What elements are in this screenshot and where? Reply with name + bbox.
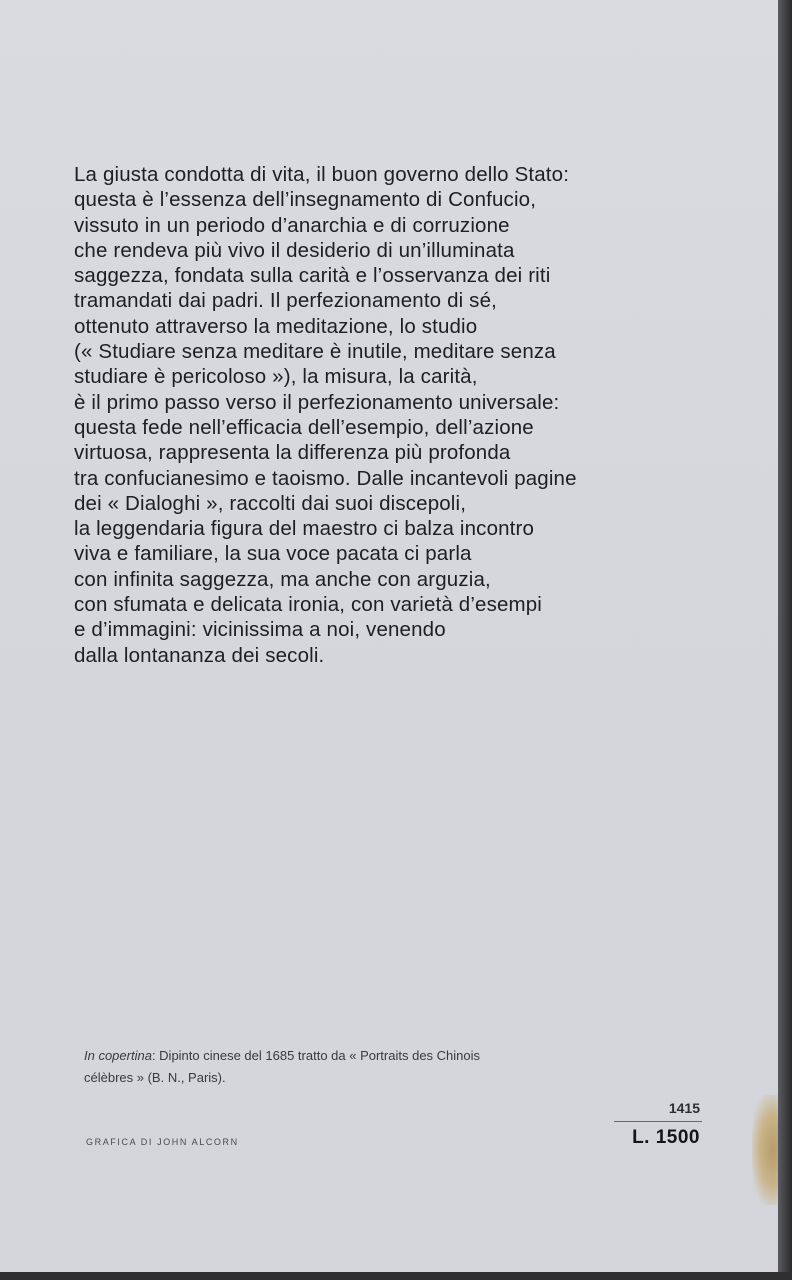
blurb-line: e d’immagini: vicinissima a noi, venendo [74,618,446,642]
blurb-line: La giusta condotta di vita, il buon governo dello Stato: [74,163,570,186]
blurb-line: dei « Dialoghi », raccolti dai suoi discepoli, [74,491,467,515]
blurb-line: questa fede nell’efficacia dell’esempio, dell’azione [74,415,534,439]
blurb-line: questa è l’essenza dell’insegnamento di Confucio, [74,188,537,212]
blurb-line: virtuosa, rappresenta la differenza più profonda [74,441,511,465]
caption-line-1 [84,1045,704,1067]
blurb-line: con sfumata e delicata ironia, con varietà d’esempi [74,593,543,617]
blurb-line: con infinita saggezza, ma anche con arguzia, [74,567,491,591]
blurb-line: è il primo passo verso il perfezionamento universale: [74,390,560,414]
blurb-text [74,162,714,668]
cover-caption [84,1045,704,1089]
blurb-line: studiare è pericoloso »), la misura, la carità, [74,365,478,389]
caption-lead: In copertina [84,1048,152,1063]
blurb-line: tramandati dai padri. Il perfezionamento di sé, [74,289,497,313]
caption-text: : Dipinto cinese del 1685 tratto da « Portraits des Chinois [151,1048,481,1063]
blurb-line: tra confucianesimo e taoismo. Dalle incantevoli pagine [74,466,577,490]
blurb-line: che rendeva più vivo il desiderio di un’illuminata [74,238,515,262]
price: L. 1500 [632,1127,700,1148]
bottom-shadow [0,1272,792,1280]
blurb-line: (« Studiare senza meditare è inutile, meditare senza [74,340,556,364]
edge-shadow [778,0,792,1280]
blurb-line: saggezza, fondata sulla carità e l’osservanza dei riti [74,264,551,288]
price-divider [614,1121,702,1122]
blurb-line: dalla lontananza dei secoli. [74,643,325,667]
blurb-line: ottenuto attraverso la meditazione, lo studio [74,314,478,338]
blurb-line: vissuto in un periodo d’anarchia e di corruzione [74,213,510,237]
series-number: 1415 [668,1100,700,1116]
blurb-line: la leggendaria figura del maestro ci balza incontro [74,517,535,541]
caption-line-2: célèbres » (B. N., Paris). [84,1070,226,1085]
blurb-line: viva e familiare, la sua voce pacata ci parla [74,542,472,566]
graphic-credit: GRAFICA DI JOHN ALCORN [86,1137,239,1147]
